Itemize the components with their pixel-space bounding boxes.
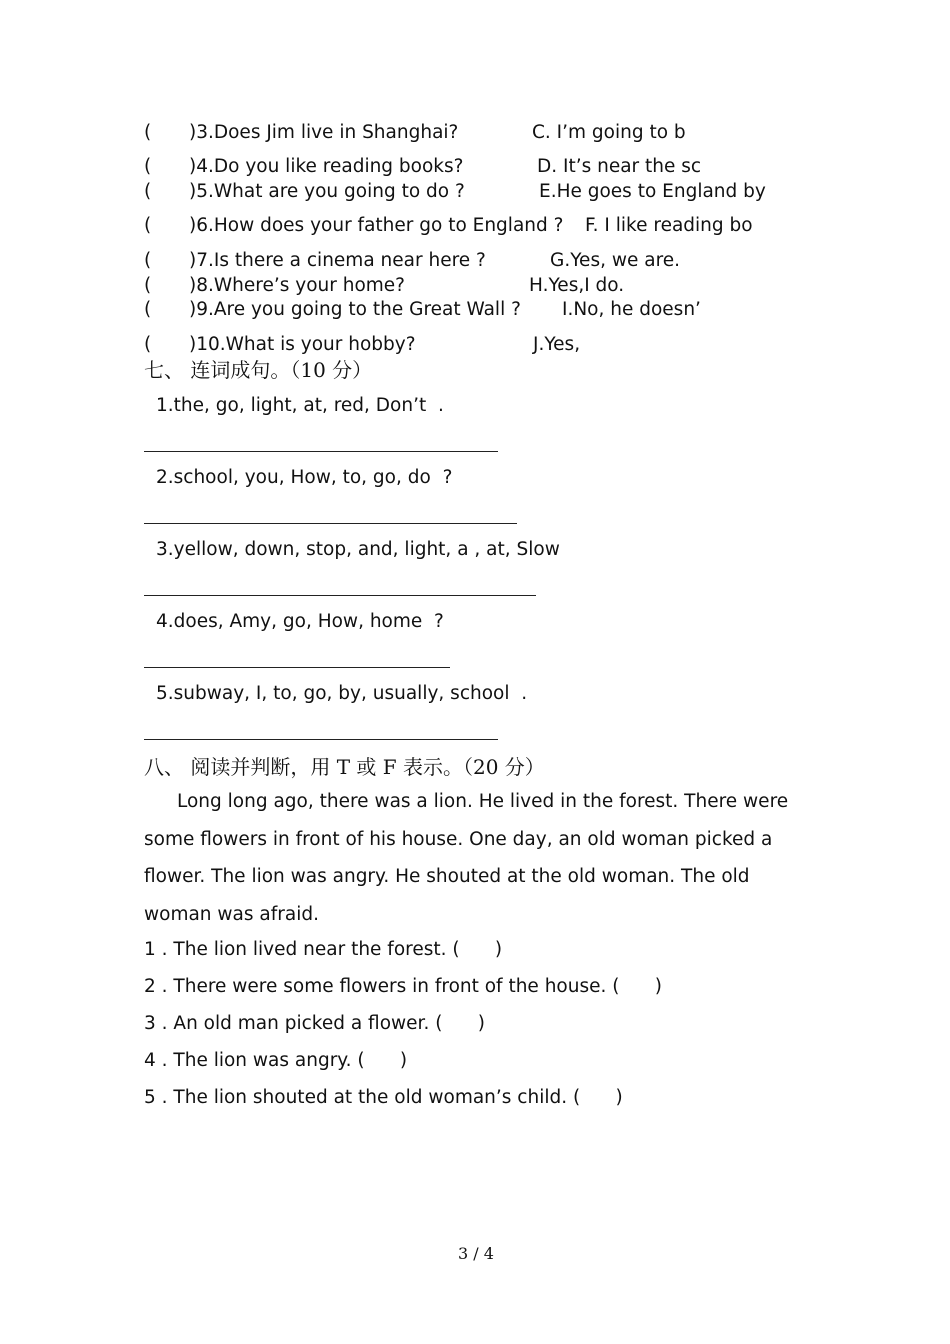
answer-line-5[interactable] [144,739,498,740]
match-paren-6: ( [144,215,152,236]
match-paren-8: ( [144,275,152,296]
match-answer-e: E.He goes to England by [539,181,766,202]
match-question-9: )9.Are you going to the Great Wall ? [189,299,521,320]
match-question-4: )4.Do you like reading books? [189,156,464,177]
judge-question-4: 4 . The lion was angry. ( ) [144,1050,408,1071]
match-question-7: )7.Is there a cinema near here ? [189,250,486,271]
judge-question-3: 3 . An old man picked a flower. ( ) [144,1013,485,1034]
match-paren-7: ( [144,250,152,271]
reading-passage: Long long ago, there was a lion. He lived in the forest. There were some flowers in front of his house. One day, an old woman picked a flower. The lion was angry. He shouted at the old woman. The old woman was afraid. [144,791,789,925]
match-paren-10: ( [144,334,152,355]
match-question-3: )3.Does Jim live in Shanghai? [189,122,459,143]
judge-question-2: 2 . There were some flowers in front of the house. ( ) [144,976,662,997]
match-paren-4: ( [144,156,152,177]
sentence-item-3: 3.yellow, down, stop, and, light, a , at, Slow [156,539,560,560]
match-question-10: )10.What is your hobby? [189,334,416,355]
match-paren-5: ( [144,181,152,202]
match-answer-i: I.No, he doesn’ [562,299,701,320]
judge-question-1: 1 . The lion lived near the forest. ( ) [144,939,503,960]
match-answer-g: G.Yes, we are. [550,250,681,271]
sentence-item-1: 1.the, go, light, at, red, Don’t . [156,395,444,416]
answer-line-1[interactable] [144,451,498,452]
match-paren-3: ( [144,122,152,143]
match-paren-9: ( [144,299,152,320]
match-answer-j: J.Yes, [533,334,581,355]
sentence-item-4: 4.does, Amy, go, How, home ? [156,611,444,632]
sentence-item-2: 2.school, you, How, to, go, do ? [156,467,453,488]
section-8-heading: 八、 阅读并判断，用 T 或 F 表示。（20 分） [144,755,545,779]
section-7-heading: 七、 连词成句。（10 分） [144,358,373,382]
match-answer-f: F. I like reading bo [585,215,753,236]
page-number: 3 / 4 [458,1244,494,1263]
match-question-6: )6.How does your father go to England ? [189,215,564,236]
match-answer-h: H.Yes,I do. [529,275,625,296]
match-answer-d: D. It’s near the sc [537,156,702,177]
answer-line-3[interactable] [144,595,536,596]
match-question-5: )5.What are you going to do ? [189,181,465,202]
answer-line-4[interactable] [144,667,450,668]
match-answer-c: C. I’m going to b [532,122,686,143]
match-question-8: )8.Where’s your home? [189,275,405,296]
answer-line-2[interactable] [144,523,517,524]
judge-question-5: 5 . The lion shouted at the old woman’s child. ( ) [144,1087,623,1108]
sentence-item-5: 5.subway, I, to, go, by, usually, school . [156,683,528,704]
